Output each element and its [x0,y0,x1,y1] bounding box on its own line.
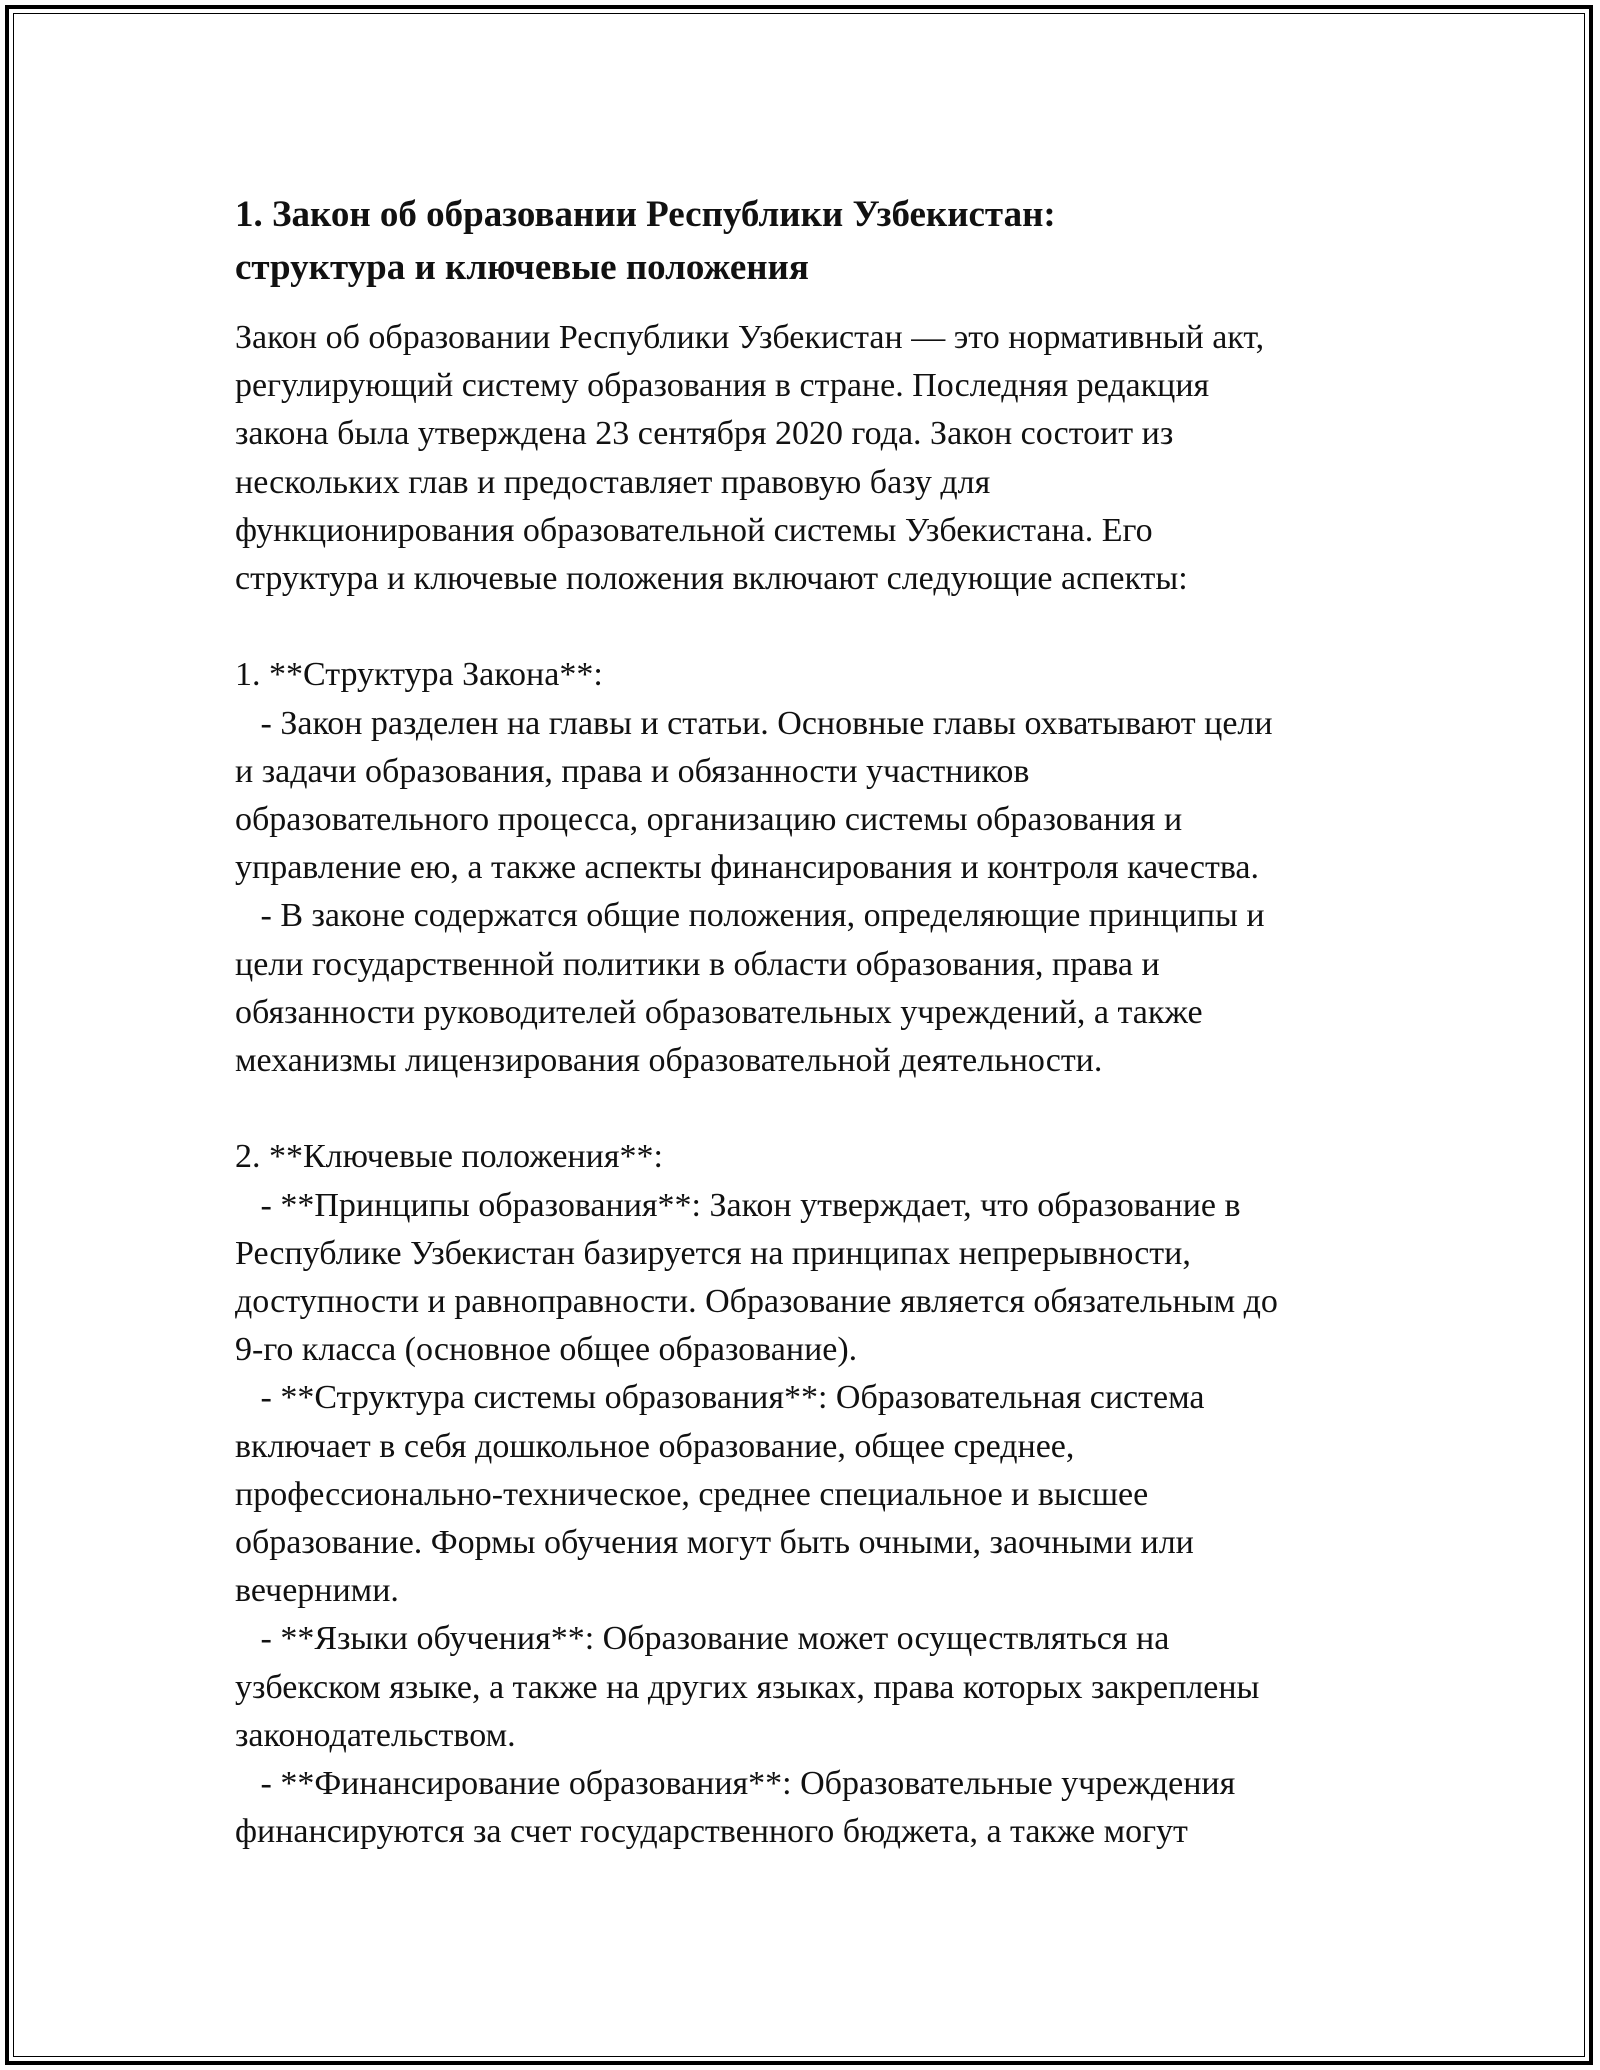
text-line: узбекском языке, а также на других языках, права которых закреплены [235,1668,1260,1706]
intro-paragraph [235,314,1385,603]
text-line: Республике Узбекистан базируется на принципах непрерывности, [235,1234,1191,1272]
text-line: образовательного процесса, организацию системы образования и [235,801,1183,839]
document-body [235,314,1385,1856]
text-line: 9-го класса (основное общее образование). [235,1331,858,1369]
paragraph-gap [235,603,1385,651]
text-line: цели государственной политики в области образования, права и [235,945,1160,983]
section-title: 2. **Ключевые положения**: [235,1138,663,1176]
section-title: 1. **Структура Закона**: [235,656,603,694]
heading-line: структура и ключевые положения [235,247,809,288]
text-line: законодательством. [235,1716,516,1754]
text-line: образование. Формы обучения могут быть очными, заочными или [235,1524,1194,1562]
text-line: управление ею, а также аспекты финансирования и контроля качества. [235,849,1260,887]
text-line: нескольких глав и предоставляет правовую базу для [235,463,991,501]
text-line: - **Языки обучения**: Образование может осуществляться на [235,1620,1170,1658]
text-line: механизмы лицензирования образовательной деятельности. [235,1042,1103,1080]
text-line: структура и ключевые положения включают следующие аспекты: [235,560,1188,598]
text-line: закона была утверждена 23 сентября 2020 года. Закон состоит из [235,415,1174,453]
text-line: Закон об образовании Республики Узбекистан — это нормативный акт, [235,319,1265,356]
text-line: функционирования образовательной системы Узбекистана. Его [235,511,1153,549]
paragraph-gap [235,1085,1385,1133]
text-line: и задачи образования, права и обязанности участников [235,752,1030,790]
text-line: доступности и равноправности. Образование является обязательным до [235,1283,1278,1321]
text-line: - **Принципы образования**: Закон утверждает, что образование в [235,1186,1241,1224]
document-heading [235,188,1385,294]
section-structure [235,651,1385,1085]
text-line: включает в себя дошкольное образование, общее среднее, [235,1427,1075,1465]
document-content [235,188,1385,1856]
text-line: регулирующий систему образования в стране. Последняя редакция [235,367,1210,405]
heading-line: 1. Закон об образовании Республики Узбекистан: [235,194,1056,235]
text-line: - Закон разделен на главы и статьи. Основные главы охватывают цели [235,704,1273,742]
text-line: - В законе содержатся общие положения, определяющие принципы и [235,897,1265,935]
text-line: финансируются за счет государственного бюджета, а также могут [235,1813,1188,1851]
text-line: - **Структура системы образования**: Образовательная система [235,1379,1205,1417]
section-key-provisions [235,1133,1385,1856]
text-line: профессионально-техническое, среднее специальное и высшее [235,1475,1149,1513]
text-line: - **Финансирование образования**: Образовательные учреждения [235,1765,1236,1803]
text-line: обязанности руководителей образовательных учреждений, а также [235,993,1203,1031]
text-line: вечерними. [235,1572,399,1610]
